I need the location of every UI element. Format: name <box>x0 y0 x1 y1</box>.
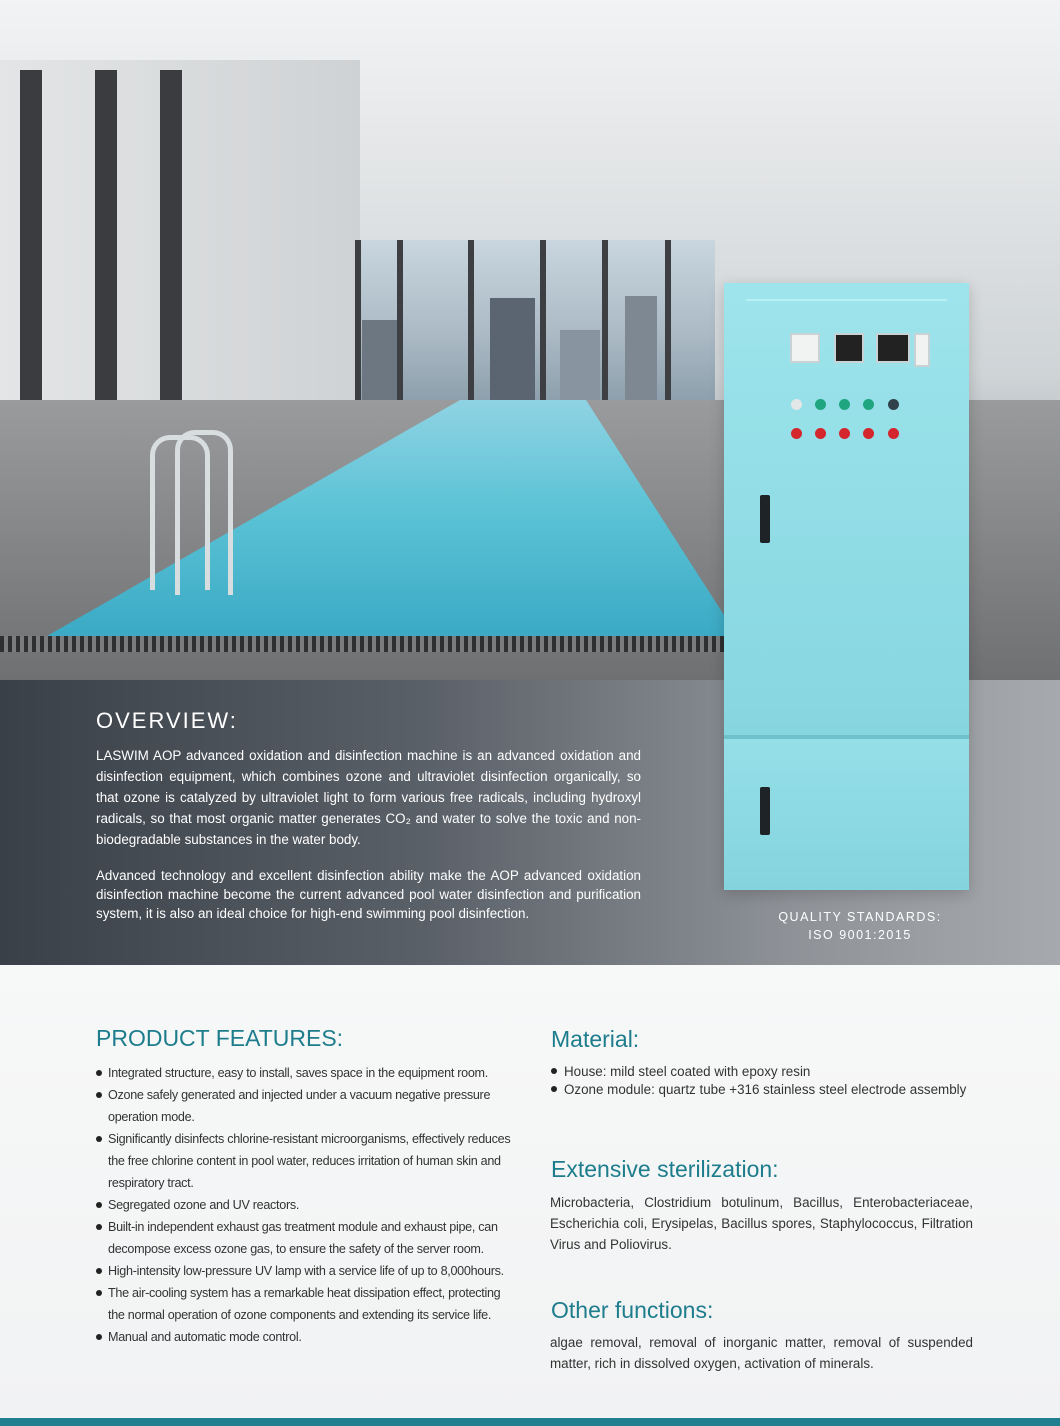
list-item: High-intensity low-pressure UV lamp with a service life of up to 8,000hours. <box>96 1260 516 1282</box>
controller-display <box>834 333 864 363</box>
sterilization-title: Extensive sterilization: <box>551 1156 779 1182</box>
door-handle <box>760 495 770 543</box>
ammeter-gauge <box>790 333 820 363</box>
window-mullion <box>468 240 474 400</box>
selector-switch <box>888 399 899 410</box>
window-mullion <box>397 240 403 400</box>
quality-label: QUALITY STANDARDS: <box>778 910 942 924</box>
sterilization-text: Microbacteria, Clostridium botulinum, Bacillus, Enterobacteriaceae, Escherichia coli, Erysipelas, Bacillus spores, Staphylococcus, Filtration Virus and Poliovirus. <box>550 1195 973 1252</box>
list-item: Ozone module: quartz tube +316 stainless steel electrode assembly <box>551 1081 971 1098</box>
list-item: Integrated structure, easy to install, saves space in the equipment room. <box>96 1062 516 1084</box>
stop-button <box>888 428 899 439</box>
list-item: The air-cooling system has a remarkable heat dissipation effect, protecting the normal operation of ozone components and extending its service life. <box>96 1282 516 1326</box>
list-item: Segregated ozone and UV reactors. <box>96 1194 516 1216</box>
cabinet-bevel <box>746 299 947 321</box>
pool-ladder <box>175 430 233 595</box>
city-building <box>625 296 657 400</box>
product-features-title: PRODUCT FEATURES: <box>96 1025 344 1051</box>
list-item: House: mild steel coated with epoxy resin <box>551 1063 971 1080</box>
overview-paragraph: LASWIM AOP advanced oxidation and disinfection machine is an advanced oxidation and disinfection equipment, which combines ozone and ultraviolet disinfection organically, so that ozone is catalyzed by ultraviolet light to form various free radicals, including hydroxyl radicals, so that most organic matter generates CO₂ and water to solve the toxic and non-biodegradable substances in the water body. <box>96 748 641 847</box>
list-item: Significantly disinfects chlorine-resistant microorganisms, effectively reduces the free chlorine content in pool water, reduces irritation of human skin and respiratory tract. <box>96 1128 516 1194</box>
pool-grate <box>0 636 730 652</box>
other-functions-title: Other functions: <box>551 1297 714 1323</box>
window-mullion <box>602 240 608 400</box>
product-features-list <box>96 1062 516 1348</box>
other-functions-text: algae removal, removal of inorganic matter, removal of suspended matter, rich in dissolved oxygen, activation of minerals. <box>550 1335 973 1371</box>
list-item: Manual and automatic mode control. <box>96 1326 516 1348</box>
quality-standard: ISO 9001:2015 <box>808 928 912 942</box>
city-building <box>560 330 600 400</box>
overview-paragraph: Advanced technology and excellent disinfection ability make the AOP advanced oxidation disinfection machine become the current advanced pool water disinfection and purification system, it is also an ideal choice for high-end swimming pool disinfection. <box>96 868 641 921</box>
start-button <box>839 399 850 410</box>
timer-display <box>876 333 910 363</box>
city-window <box>355 240 715 400</box>
city-building <box>362 320 402 400</box>
city-building <box>490 298 535 400</box>
material-title: Material: <box>551 1026 640 1052</box>
window-mullion <box>665 240 671 400</box>
stop-button <box>791 428 802 439</box>
stop-button <box>815 428 826 439</box>
stop-button <box>839 428 850 439</box>
cabinet-upper-door <box>724 283 969 739</box>
door-handle <box>760 787 770 835</box>
bottom-accent-bar <box>0 1418 1060 1426</box>
window-mullion <box>355 240 361 400</box>
overview-title: OVERVIEW: <box>96 708 238 733</box>
window-mullion <box>540 240 546 400</box>
indicator-light <box>791 399 802 410</box>
material-list <box>551 1063 971 1099</box>
stop-button <box>863 428 874 439</box>
list-item: Built-in independent exhaust gas treatment module and exhaust pipe, can decompose excess ozone gas, to ensure the safety of the server room. <box>96 1216 516 1260</box>
start-button <box>815 399 826 410</box>
flowmeter <box>914 333 930 367</box>
list-item: Ozone safely generated and injected under a vacuum negative pressure operation mode. <box>96 1084 516 1128</box>
cabinet-lower-door <box>724 739 969 890</box>
aop-machine-cabinet <box>724 283 969 890</box>
quality-standards <box>760 908 960 944</box>
start-button <box>863 399 874 410</box>
